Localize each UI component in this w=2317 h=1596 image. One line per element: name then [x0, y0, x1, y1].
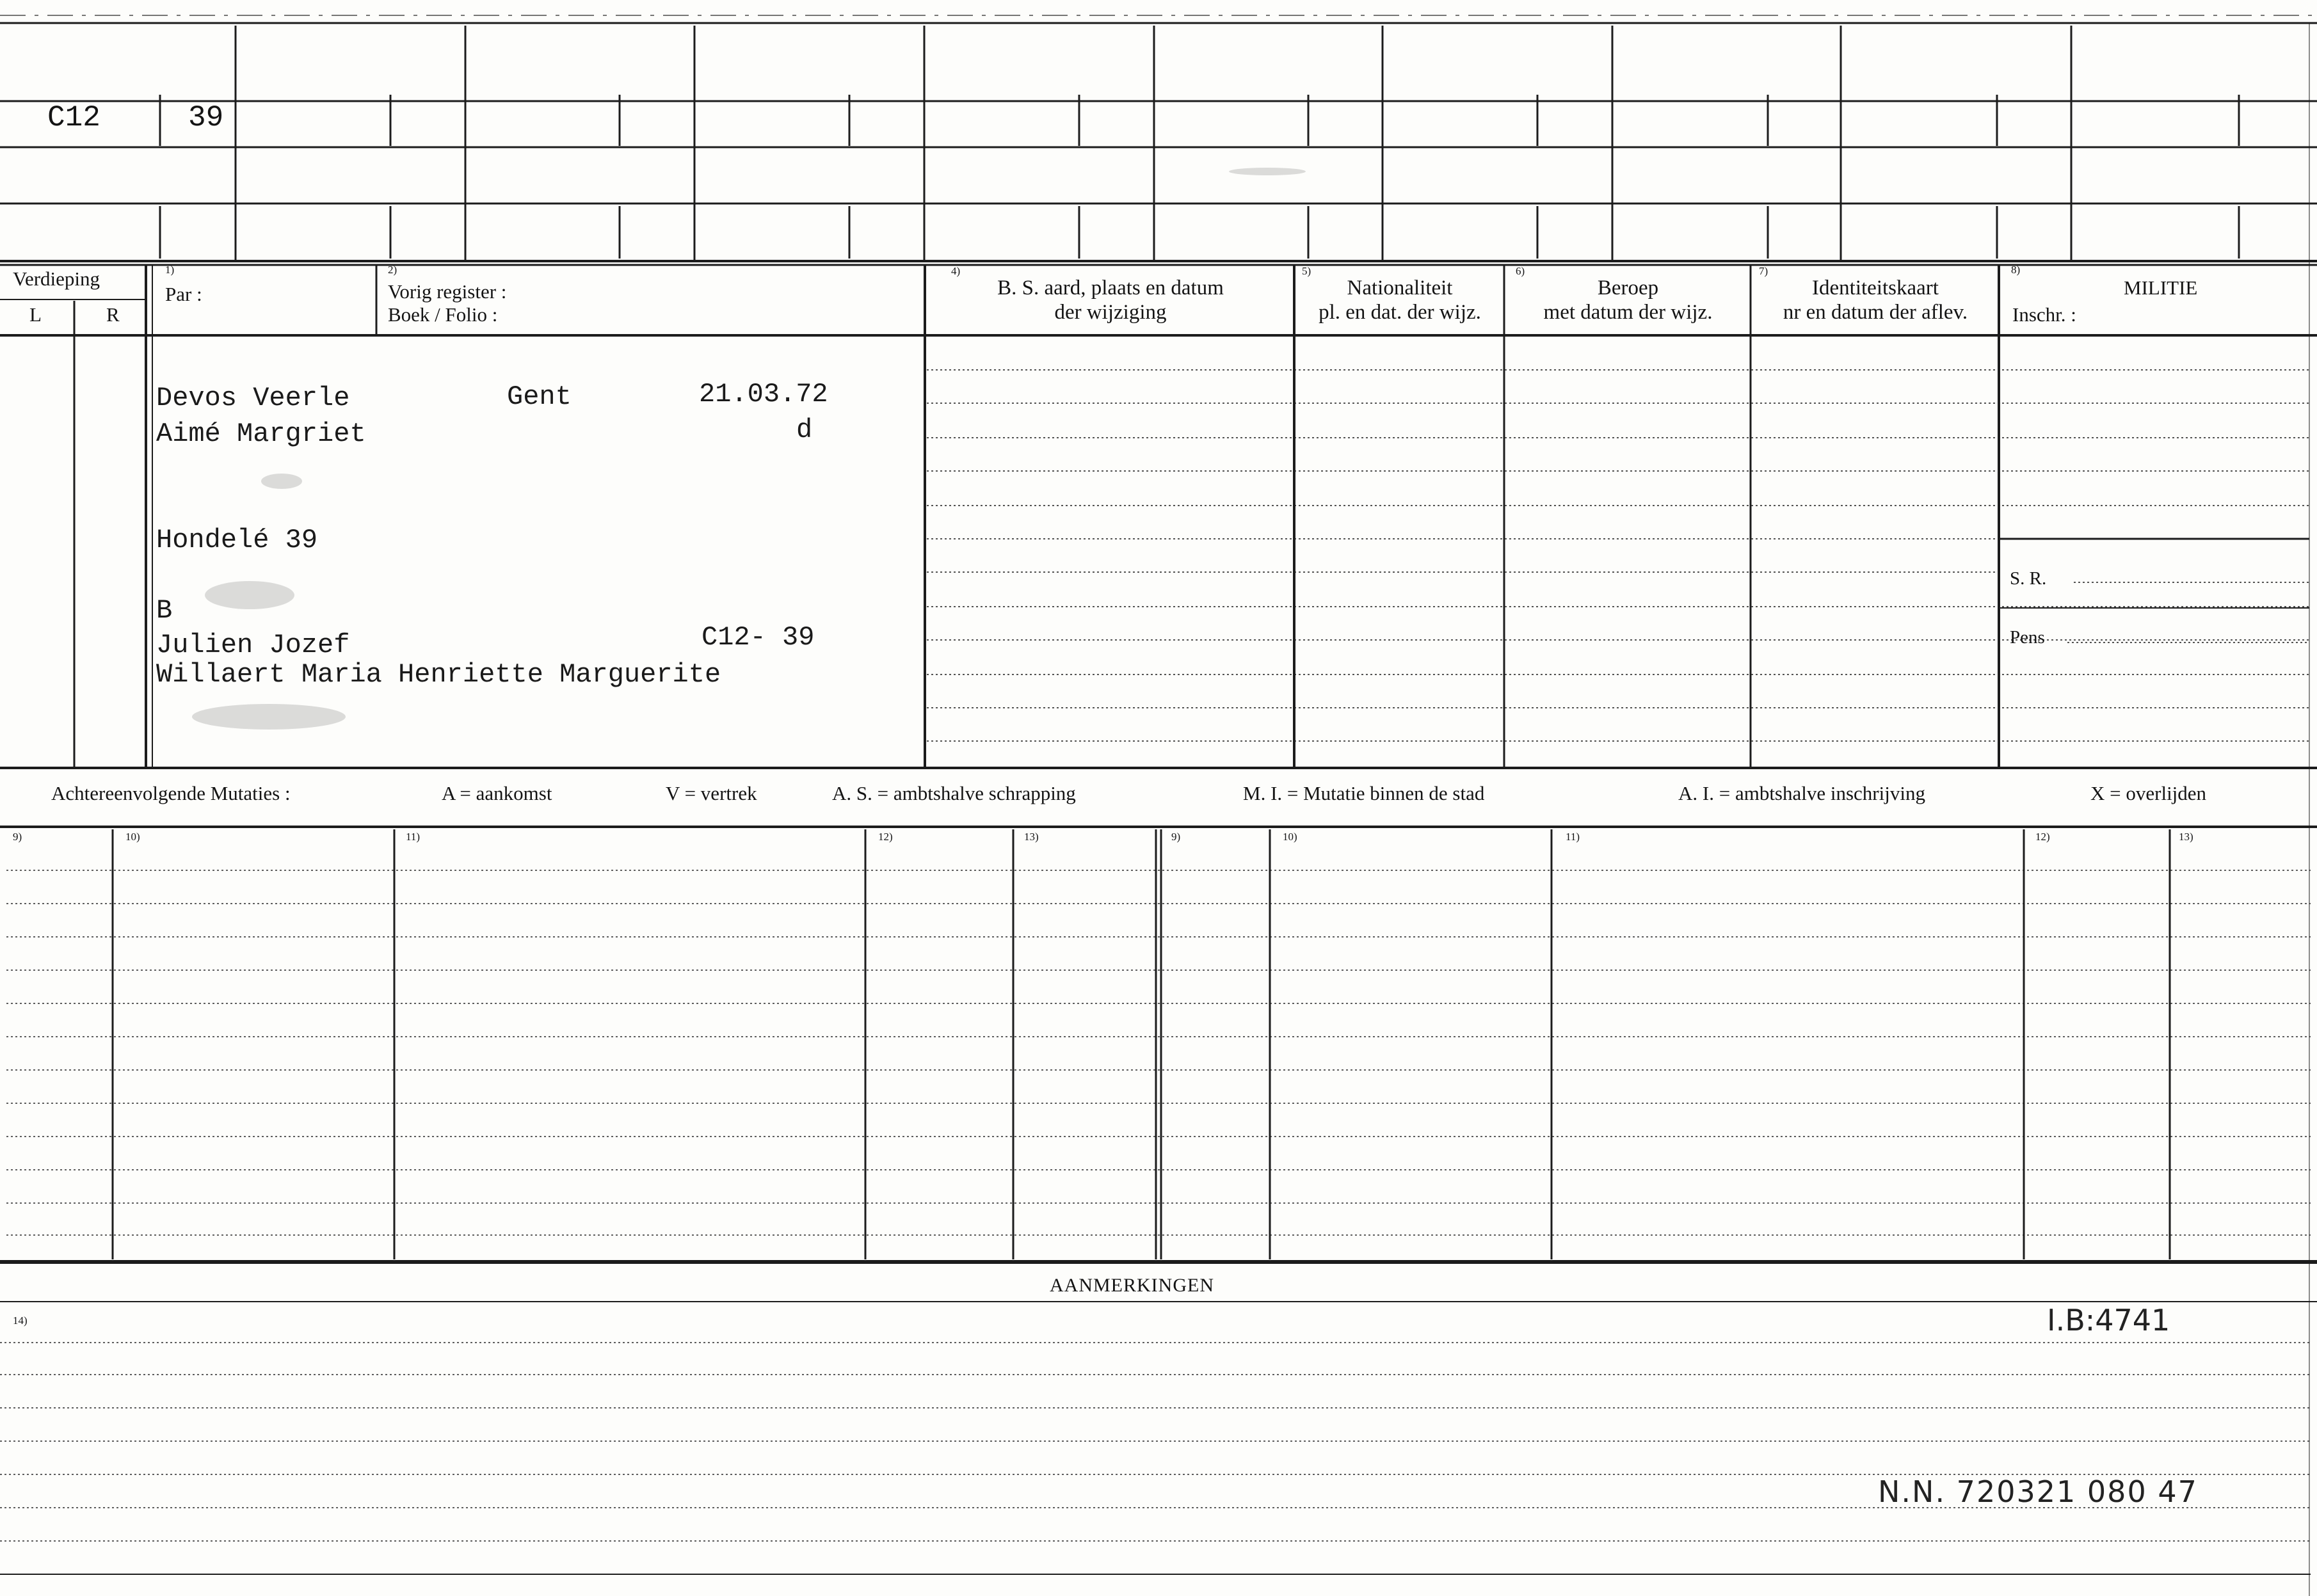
nationaliteit-line1: Nationaliteit — [1347, 276, 1453, 299]
field-2-number: 2) — [388, 264, 397, 276]
left-label: L — [29, 303, 42, 326]
col-9-right: 9) — [1171, 831, 1181, 843]
bs-label-line1: B. S. aard, plaats en datum — [997, 276, 1224, 299]
col-13-right: 13) — [2179, 831, 2193, 843]
aanmerkingen-title: AANMERKINGEN — [1050, 1275, 1214, 1296]
militie-label: MILITIE — [2124, 276, 2198, 299]
boek-folio-label: Boek / Folio : — [388, 303, 498, 326]
mutatie-binnen-stad: M. I. = Mutatie binnen de stad — [1243, 782, 1485, 804]
pens-label: Pens — [2010, 627, 2045, 648]
mutatie-ambtshalve-schrapping: A. S. = ambtshalve schrapping — [832, 782, 1076, 804]
bs-label-line2: der wijziging — [1054, 301, 1167, 324]
house-number: 39 — [188, 101, 224, 134]
col-10-right: 10) — [1283, 831, 1297, 843]
national-number: N.N. 720321 080 47 — [1878, 1474, 2198, 1509]
beroep-line2: met datum der wijz. — [1543, 301, 1713, 324]
field-4-number: 4) — [951, 265, 961, 277]
address: Hondelé 39 — [156, 525, 318, 555]
identiteitskaart-line1: Identiteitskaart — [1812, 276, 1939, 299]
inschr-label: Inschr. : — [2012, 303, 2076, 326]
col-12-left: 12) — [878, 831, 893, 843]
col-10-left: 10) — [125, 831, 140, 843]
father-name: Julien Jozef — [156, 630, 350, 660]
col-13-left: 13) — [1024, 831, 1039, 843]
mutaties-label: Achtereenvolgende Mutaties : — [51, 782, 291, 804]
sr-label: S. R. — [2010, 568, 2047, 589]
person-name: Devos Veerle — [156, 383, 350, 413]
marker-d: d — [796, 415, 813, 445]
field-7-number: 7) — [1759, 265, 1768, 277]
mutatie-ambtshalve-inschrijving: A. I. = ambtshalve inschrijving — [1678, 782, 1925, 804]
reference-code: C12- 39 — [702, 622, 815, 653]
mutatie-overlijden: X = overlijden — [2090, 782, 2207, 804]
given-names: Aimé Margriet — [156, 419, 366, 449]
vorig-register-label: Vorig register : — [388, 280, 507, 303]
mother-name: Willaert Maria Henriette Marguerite — [156, 659, 721, 690]
par-label: Par : — [165, 283, 202, 305]
beroep-line1: Beroep — [1597, 276, 1659, 299]
col-12-right: 12) — [2035, 831, 2050, 843]
nationaliteit-line2: pl. en dat. der wijz. — [1319, 301, 1481, 324]
field-1-number: 1) — [165, 264, 175, 276]
col-9-left: 9) — [13, 831, 22, 843]
col-11-right: 11) — [1566, 831, 1580, 843]
block-code: C12 — [47, 101, 100, 134]
marker-b: B — [156, 595, 173, 626]
birthdate: 21.03.72 — [699, 379, 828, 410]
mutatie-vertrek: V = vertrek — [666, 782, 757, 804]
field-5-number: 5) — [1302, 265, 1311, 277]
birthplace: Gent — [507, 381, 572, 412]
right-label: R — [106, 303, 120, 326]
col-11-left: 11) — [406, 831, 421, 843]
field-6-number: 6) — [1516, 265, 1525, 277]
field-14-number: 14) — [13, 1314, 28, 1327]
ib-reference: I.B:4741 — [2047, 1303, 2170, 1337]
verdieping-label: Verdieping — [13, 267, 100, 290]
field-8-number: 8) — [2011, 264, 2021, 276]
mutatie-aankomst: A = aankomst — [442, 782, 552, 804]
identiteitskaart-line2: nr en datum der aflev. — [1783, 301, 1968, 324]
